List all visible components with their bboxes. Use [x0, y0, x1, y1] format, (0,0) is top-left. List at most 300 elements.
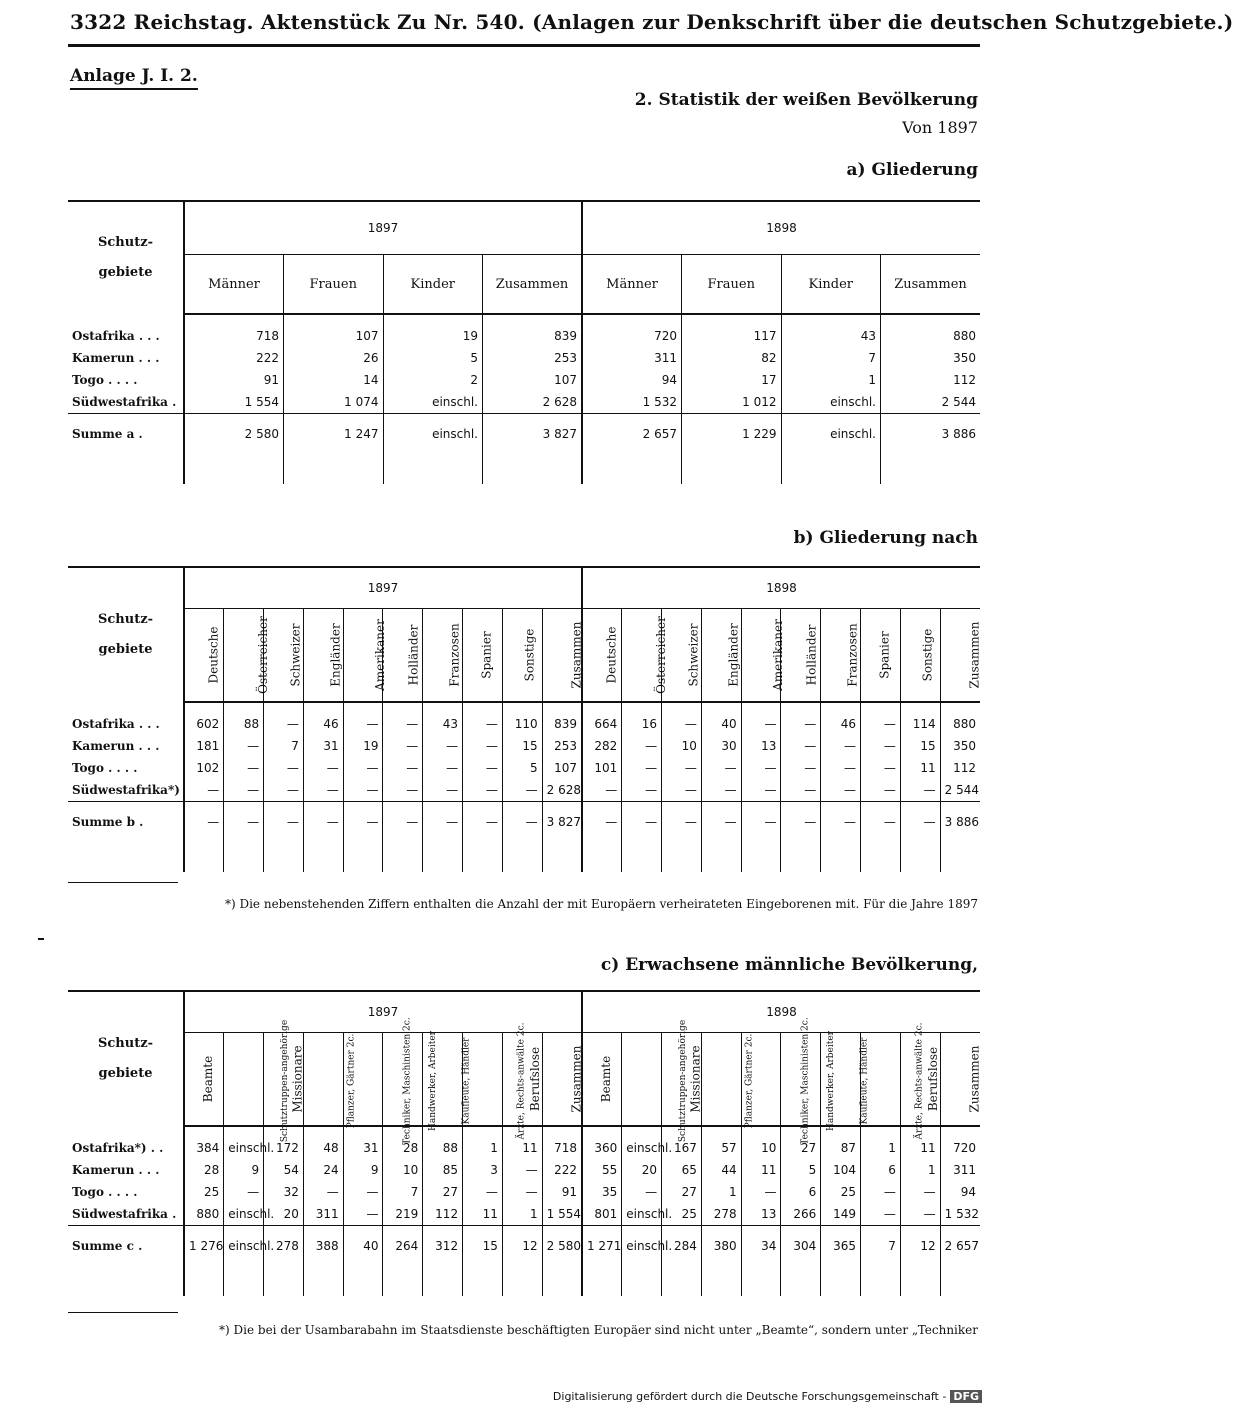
tail-cell: [224, 842, 264, 872]
data-cell: —: [900, 1203, 940, 1226]
data-cell: einschl.: [383, 391, 483, 414]
column-header-label: Beamte: [201, 1055, 216, 1103]
table-row: [68, 757, 980, 779]
data-cell: 3 827: [542, 802, 582, 843]
data-cell: 7: [861, 1226, 901, 1267]
column-header: [343, 609, 387, 703]
data-cell: 1 532: [940, 1203, 980, 1226]
tail-cell: [622, 842, 662, 872]
column-header: Männer: [184, 255, 284, 315]
data-cell: 1: [701, 1181, 741, 1203]
column-header: [303, 1033, 357, 1129]
data-cell: 88: [224, 713, 264, 735]
tail-cell: [463, 1266, 503, 1296]
spacer-cell: [542, 1126, 582, 1137]
year-header: 1897: [184, 567, 582, 609]
data-cell: 167: [662, 1137, 702, 1159]
spacer-cell: [184, 314, 284, 325]
data-cell: 82: [682, 347, 782, 369]
table-row: [68, 1203, 980, 1226]
year-header: 1897: [184, 991, 582, 1033]
tail-cell: [463, 842, 503, 872]
data-cell: 3 886: [881, 414, 981, 455]
data-cell: 43: [781, 325, 881, 347]
footnote-rule: [68, 1312, 178, 1313]
tail-cell: [821, 1266, 861, 1296]
data-cell: einschl.: [224, 1137, 264, 1159]
data-cell: —: [502, 802, 542, 843]
table-row: [68, 779, 980, 802]
data-cell: 5: [502, 757, 542, 779]
header-text: Reichstag. Aktenstück Zu Nr. 540. (Anlagen zur Denkschrift über die deutschen Schutzgebiete.): [133, 10, 1233, 34]
data-cell: 48: [303, 1137, 343, 1159]
territory-name: Südwestafrika .: [68, 391, 184, 414]
column-header-label: Deutsche: [604, 626, 619, 684]
data-cell: 9: [224, 1159, 264, 1181]
section-a-heading: a) Gliederung: [846, 160, 978, 180]
data-cell: —: [463, 802, 503, 843]
data-cell: 380: [701, 1226, 741, 1267]
data-cell: einschl.: [781, 391, 881, 414]
data-cell: —: [900, 779, 940, 802]
data-cell: 720: [582, 325, 682, 347]
data-cell: 28: [383, 1137, 423, 1159]
dfg-logo: DFG: [950, 1390, 982, 1403]
column-header-label: Berufslose: [926, 1046, 940, 1112]
data-cell: 278: [701, 1203, 741, 1226]
data-cell: 880: [184, 1203, 224, 1226]
data-cell: —: [861, 713, 901, 735]
year-header: 1898: [582, 991, 980, 1033]
column-header-label: Holländer: [406, 624, 421, 686]
section-c-heading: c) Erwachsene männliche Bevölkerung,: [600, 955, 978, 975]
page-header: [70, 10, 1233, 34]
data-cell: —: [662, 779, 702, 802]
column-header: [303, 609, 343, 703]
data-cell: 10: [741, 1137, 781, 1159]
data-cell: —: [184, 802, 224, 843]
spacer-cell: [542, 702, 582, 713]
tail-cell: [483, 454, 583, 484]
column-header-label: Beamte: [599, 1055, 614, 1103]
column-header-label: Handwerker, Arbeiter: [826, 1031, 837, 1131]
data-cell: 44: [701, 1159, 741, 1181]
territory-name: Südwestafrika .: [68, 1203, 184, 1226]
data-cell: 1 012: [682, 391, 782, 414]
data-cell: —: [463, 1181, 503, 1203]
data-cell: 11: [900, 757, 940, 779]
anlage-label: Anlage J. I. 2.: [70, 66, 198, 90]
tail-cell: [284, 454, 384, 484]
data-cell: 46: [821, 713, 861, 735]
tail-cell: [940, 842, 980, 872]
digitization-credit: [553, 1390, 982, 1403]
territory-name: Kamerun . . .: [68, 735, 184, 757]
tail-cell: [264, 1266, 304, 1296]
data-cell: —: [303, 757, 343, 779]
data-cell: 880: [881, 325, 981, 347]
tail-cell: [701, 1266, 741, 1296]
data-cell: —: [622, 757, 662, 779]
column-header: Frauen: [284, 255, 384, 315]
data-cell: 311: [303, 1203, 343, 1226]
data-cell: 284: [662, 1226, 702, 1267]
data-cell: 3: [463, 1159, 503, 1181]
data-cell: 27: [781, 1137, 821, 1159]
spacer-cell: [68, 702, 184, 713]
column-header: [622, 1019, 689, 1143]
header-rule: [68, 44, 980, 47]
tail-cell: [303, 1266, 343, 1296]
column-header: [861, 609, 901, 703]
column-header-label: Sonstige: [920, 628, 935, 682]
data-cell: 149: [821, 1203, 861, 1226]
spacer-cell: [284, 314, 384, 325]
data-cell: —: [383, 779, 423, 802]
column-header-label: Schweizer: [288, 623, 303, 687]
tail-cell: [68, 1266, 184, 1296]
column-header-label: Amerikaner: [372, 619, 387, 691]
column-header: [423, 609, 463, 703]
data-cell: 91: [542, 1181, 582, 1203]
data-cell: 12: [900, 1226, 940, 1267]
data-cell: 1 532: [582, 391, 682, 414]
data-cell: 2 628: [542, 779, 582, 802]
data-cell: 2 544: [940, 779, 980, 802]
table-a: [68, 200, 980, 484]
data-cell: —: [383, 713, 423, 735]
table-row: [68, 347, 980, 369]
tail-cell: [582, 842, 622, 872]
data-cell: —: [701, 757, 741, 779]
spacer-cell: [741, 702, 781, 713]
column-header-label: Franzosen: [845, 623, 860, 687]
data-cell: 253: [483, 347, 583, 369]
tail-cell: [542, 842, 582, 872]
data-cell: —: [343, 779, 383, 802]
spacer-cell: [662, 702, 702, 713]
data-cell: 101: [582, 757, 622, 779]
data-cell: 19: [343, 735, 383, 757]
data-cell: —: [423, 802, 463, 843]
data-cell: 1: [900, 1159, 940, 1181]
data-cell: —: [861, 802, 901, 843]
data-cell: —: [383, 735, 423, 757]
column-header-label: Deutsche: [206, 626, 221, 684]
data-cell: 15: [900, 735, 940, 757]
spacer-cell: [781, 702, 821, 713]
territory-name: Togo . . . .: [68, 369, 184, 391]
data-cell: —: [741, 713, 781, 735]
table-a-column-row: [68, 255, 980, 315]
spacer-cell: [383, 702, 423, 713]
column-header-label: Zusammen: [569, 621, 584, 689]
data-cell: 55: [582, 1159, 622, 1181]
territory-name: Ostafrika . . .: [68, 325, 184, 347]
column-header-label: Pflanzer, Gärtner 2c.: [346, 1033, 357, 1129]
data-cell: 10: [662, 735, 702, 757]
tail-cell: [741, 842, 781, 872]
column-header-label: Franzosen: [448, 623, 463, 687]
data-cell: —: [303, 1181, 343, 1203]
data-cell: —: [781, 802, 821, 843]
table-row: [68, 1159, 980, 1181]
table-row: [68, 735, 980, 757]
data-cell: 54: [264, 1159, 304, 1181]
column-header-label: Missionare: [290, 1045, 305, 1113]
column-header: Kinder: [383, 255, 483, 315]
data-cell: —: [821, 802, 861, 843]
spacer-row: [68, 314, 980, 325]
spacer-cell: [184, 702, 224, 713]
data-cell: —: [423, 779, 463, 802]
data-cell: 1 276: [184, 1226, 224, 1267]
column-header: Zusammen: [483, 255, 583, 315]
data-cell: —: [423, 735, 463, 757]
tail-cell: [582, 454, 682, 484]
tail-cell: [502, 1266, 542, 1296]
data-cell: 107: [284, 325, 384, 347]
data-cell: 20: [264, 1203, 304, 1226]
data-cell: 311: [582, 347, 682, 369]
data-cell: 350: [881, 347, 981, 369]
sum-row: [68, 1226, 980, 1267]
data-cell: —: [502, 779, 542, 802]
data-cell: 11: [741, 1159, 781, 1181]
data-cell: 801: [582, 1203, 622, 1226]
column-header: [582, 609, 622, 703]
sum-row: [68, 414, 980, 455]
data-cell: 2 657: [582, 414, 682, 455]
table-row: [68, 1137, 980, 1159]
data-cell: 12: [502, 1226, 542, 1267]
spacer-cell: [483, 314, 583, 325]
data-cell: —: [463, 713, 503, 735]
table-row: [68, 369, 980, 391]
column-header-label: Pflanzer, Gärtner 2c.: [744, 1033, 755, 1129]
data-cell: 107: [483, 369, 583, 391]
data-cell: —: [303, 779, 343, 802]
data-cell: 15: [463, 1226, 503, 1267]
column-header-label: Kaufleute, Händler: [461, 1037, 472, 1125]
data-cell: 181: [184, 735, 224, 757]
data-cell: 253: [542, 735, 582, 757]
spacer-cell: [821, 702, 861, 713]
data-cell: 112: [881, 369, 981, 391]
data-cell: 282: [582, 735, 622, 757]
spacer-cell: [502, 702, 542, 713]
table-row: [68, 391, 980, 414]
data-cell: 7: [383, 1181, 423, 1203]
tail-row: [68, 454, 980, 484]
tail-cell: [781, 842, 821, 872]
tail-cell: [881, 454, 981, 484]
data-cell: —: [224, 735, 264, 757]
data-cell: —: [821, 735, 861, 757]
data-cell: 34: [741, 1226, 781, 1267]
data-cell: 839: [542, 713, 582, 735]
data-cell: —: [343, 757, 383, 779]
spacer-cell: [781, 314, 881, 325]
column-header: [542, 609, 582, 703]
spacer-cell: [861, 702, 901, 713]
column-header: [701, 1033, 755, 1129]
document-subtitle: Von 1897: [902, 118, 978, 137]
spacer-cell: [303, 1126, 343, 1137]
data-cell: —: [264, 802, 304, 843]
table-c: [68, 990, 980, 1296]
data-cell: —: [821, 757, 861, 779]
data-cell: —: [343, 1203, 383, 1226]
data-cell: —: [781, 713, 821, 735]
spacer-cell: [682, 314, 782, 325]
tail-row: [68, 842, 980, 872]
data-cell: 6: [861, 1159, 901, 1181]
column-header-label: Engländer: [328, 623, 343, 687]
data-cell: —: [343, 1181, 383, 1203]
data-cell: 222: [542, 1159, 582, 1181]
table-b-year-row: [68, 567, 980, 609]
column-header-label: Amerikaner: [770, 619, 785, 691]
column-header: [741, 609, 785, 703]
data-cell: 30: [701, 735, 741, 757]
data-cell: 25: [821, 1181, 861, 1203]
tail-cell: [502, 842, 542, 872]
tail-cell: [781, 1266, 821, 1296]
territory-name: Summe b .: [68, 802, 184, 843]
data-cell: 1 554: [542, 1203, 582, 1226]
column-header-label: Zusammen: [967, 1045, 982, 1113]
data-cell: —: [741, 802, 781, 843]
tail-cell: [68, 842, 184, 872]
data-cell: —: [861, 735, 901, 757]
column-header: [940, 609, 980, 703]
territory-name: Kamerun . . .: [68, 347, 184, 369]
data-cell: 718: [184, 325, 284, 347]
data-cell: 16: [622, 713, 662, 735]
data-cell: —: [224, 1181, 264, 1203]
tail-cell: [184, 454, 284, 484]
data-cell: 1 247: [284, 414, 384, 455]
data-cell: 19: [383, 325, 483, 347]
column-header-label: Sonstige: [522, 628, 537, 682]
spacer-cell: [701, 1126, 741, 1137]
data-cell: 6: [781, 1181, 821, 1203]
spacer-cell: [900, 702, 940, 713]
tail-cell: [343, 842, 383, 872]
column-header: [502, 609, 542, 703]
data-cell: —: [423, 757, 463, 779]
tail-cell: [701, 842, 741, 872]
data-cell: 40: [701, 713, 741, 735]
column-header: Frauen: [682, 255, 782, 315]
schutzgebiete-header: Schutz- gebiete: [68, 201, 184, 314]
spacer-cell: [881, 314, 981, 325]
spacer-cell: [582, 702, 622, 713]
data-cell: 107: [542, 757, 582, 779]
column-header-label: Ärzte, Rechts-anwälte 2c.: [516, 1022, 527, 1140]
tail-cell: [303, 842, 343, 872]
data-cell: 222: [184, 347, 284, 369]
data-cell: 94: [940, 1181, 980, 1203]
tail-cell: [423, 1266, 463, 1296]
tail-cell: [861, 842, 901, 872]
margin-mark: [38, 938, 44, 940]
data-cell: 388: [303, 1226, 343, 1267]
spacer-cell: [68, 314, 184, 325]
data-cell: 28: [184, 1159, 224, 1181]
column-header: [542, 1033, 582, 1127]
spacer-cell: [940, 702, 980, 713]
data-cell: 112: [940, 757, 980, 779]
data-cell: 14: [284, 369, 384, 391]
data-cell: 110: [502, 713, 542, 735]
tail-cell: [264, 842, 304, 872]
page-number: 3322: [70, 10, 127, 34]
data-cell: —: [582, 802, 622, 843]
data-cell: 1: [502, 1203, 542, 1226]
column-header-label: Techniker, Maschinisten 2c.: [800, 1017, 811, 1145]
data-cell: 46: [303, 713, 343, 735]
footnote-b: *) Die nebenstehenden Ziffern enthalten die Anzahl der mit Europäern verheirateten Eingeborenen mit. Für die Jahre 1897: [224, 897, 978, 911]
data-cell: 7: [781, 347, 881, 369]
data-cell: 1: [861, 1137, 901, 1159]
data-cell: einschl.: [224, 1203, 264, 1226]
data-cell: —: [224, 779, 264, 802]
column-header: [900, 609, 940, 703]
data-cell: —: [781, 757, 821, 779]
data-cell: einschl.: [224, 1226, 264, 1267]
column-header-label: Missionare: [688, 1045, 703, 1113]
spacer-cell: [303, 702, 343, 713]
column-header-label: Zusammen: [967, 621, 982, 689]
data-cell: —: [741, 779, 781, 802]
territory-name: Ostafrika*) . .: [68, 1137, 184, 1159]
year-header: 1897: [184, 201, 582, 255]
spacer-cell: [582, 1126, 622, 1137]
table-c-column-row: [68, 1033, 980, 1127]
data-cell: 57: [701, 1137, 741, 1159]
data-cell: einschl.: [781, 414, 881, 455]
data-cell: 114: [900, 713, 940, 735]
data-cell: 9: [343, 1159, 383, 1181]
data-cell: 40: [343, 1226, 383, 1267]
data-cell: 2 580: [542, 1226, 582, 1267]
column-header: [781, 609, 821, 703]
column-header: [224, 1019, 291, 1143]
data-cell: 24: [303, 1159, 343, 1181]
data-cell: 1 229: [682, 414, 782, 455]
data-cell: einschl.: [622, 1203, 662, 1226]
footnote-c: *) Die bei der Usambarabahn im Staatsdienste beschäftigten Europäer sind nicht unter „Beamte“, sondern unter „Techniker: [219, 1323, 978, 1337]
tail-cell: [184, 1266, 224, 1296]
spacer-cell: [940, 1126, 980, 1137]
data-cell: 266: [781, 1203, 821, 1226]
spacer-cell: [224, 1126, 264, 1137]
data-cell: 15: [502, 735, 542, 757]
tail-cell: [682, 454, 782, 484]
data-cell: 31: [343, 1137, 383, 1159]
data-cell: —: [224, 802, 264, 843]
data-cell: 264: [383, 1226, 423, 1267]
data-cell: 2 628: [483, 391, 583, 414]
data-cell: 65: [662, 1159, 702, 1181]
spacer-cell: [582, 314, 682, 325]
tail-row: [68, 1266, 980, 1296]
tail-cell: [741, 1266, 781, 1296]
column-header: [622, 609, 669, 703]
spacer-cell: [463, 702, 503, 713]
